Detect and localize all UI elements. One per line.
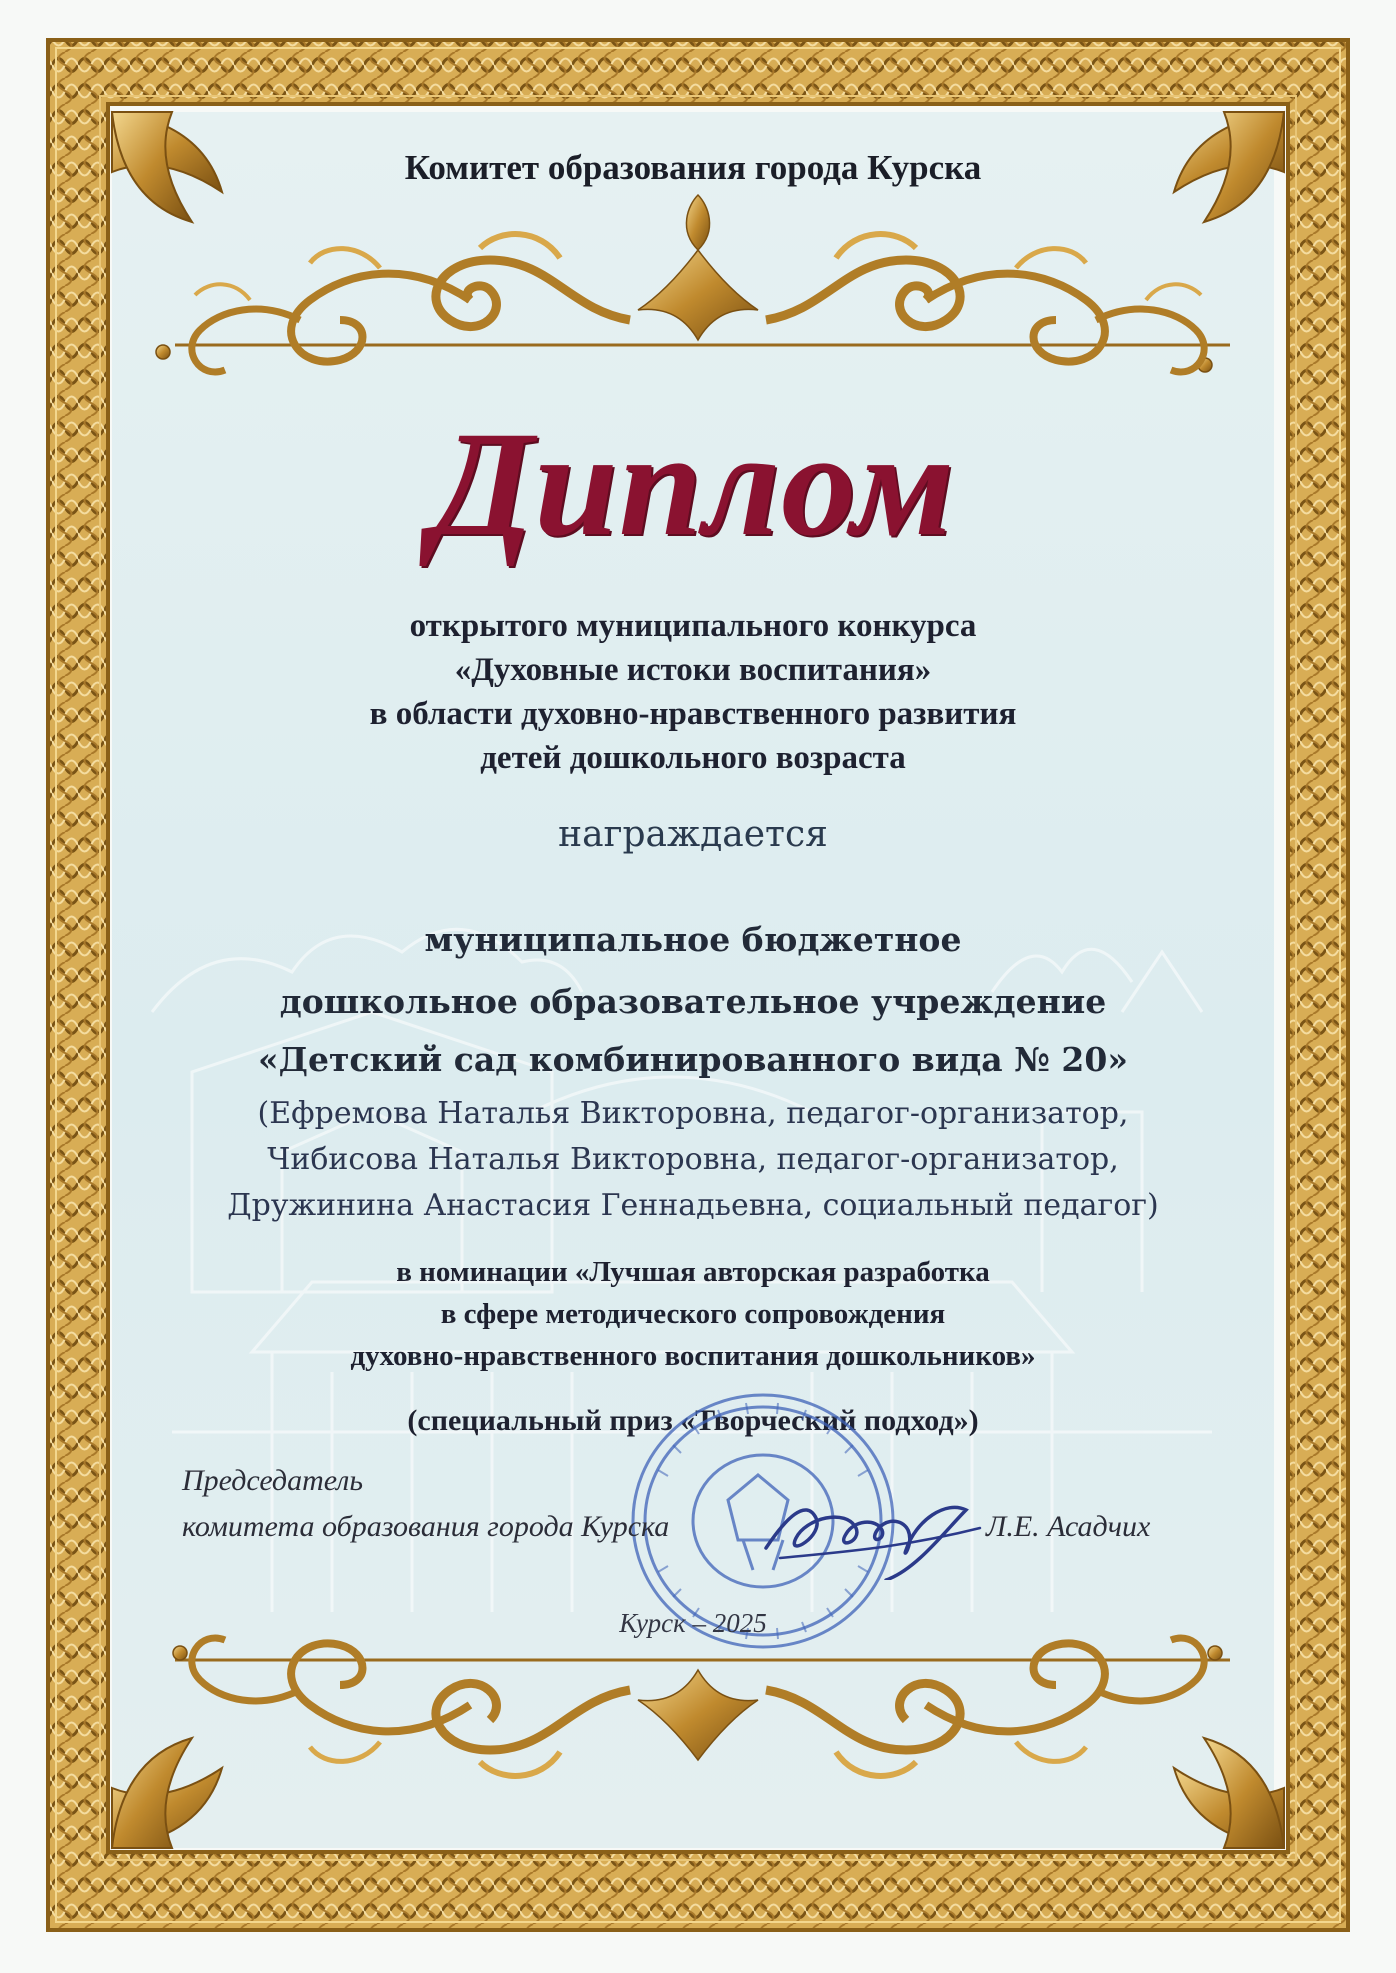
recipient-line: «Детский сад комбинированного вида № 20» (258, 1040, 1128, 1079)
special-prize: (специальный приз «Творческий подход») (407, 1404, 979, 1437)
signatory-role-line1: Председатель (182, 1464, 364, 1497)
participant-line: Дружинина Анастасия Геннадьевна, социальный педагог) (227, 1188, 1159, 1223)
signatory-name: Л.Е. Асадчих (986, 1510, 1151, 1543)
contest-line: в области духовно-нравственного развития (369, 696, 1017, 732)
participant-line: Чибисова Наталья Викторовна, педагог-организатор, (267, 1142, 1119, 1177)
signatory-role-line2: комитета образования города Курска (182, 1510, 670, 1543)
awarded-label: награждается (558, 814, 828, 855)
place-year: Курск – 2025 (619, 1608, 767, 1638)
contest-line: детей дошкольного возраста (480, 740, 906, 776)
nomination-line: духовно-нравственного воспитания дошкольников» (350, 1340, 1036, 1372)
recipient-line: муниципальное бюджетное (424, 920, 962, 959)
contest-line: открытого муниципального конкурса (409, 608, 977, 644)
contest-line: «Духовные истоки воспитания» (454, 652, 932, 688)
nomination-line: в номинации «Лучшая авторская разработка (396, 1256, 990, 1288)
handwritten-signature (760, 1488, 1000, 1580)
issuer-heading: Комитет образования города Курска (404, 148, 982, 187)
recipient-line: дошкольное образовательное учреждение (279, 982, 1107, 1021)
participant-line: (Ефремова Наталья Викторовна, педагог-организатор, (257, 1096, 1129, 1131)
nomination-line: в сфере методического сопровождения (440, 1298, 946, 1330)
top-flourish (156, 195, 1230, 372)
bottom-flourish (173, 1638, 1230, 1776)
diploma-title: Диплом (430, 401, 956, 567)
